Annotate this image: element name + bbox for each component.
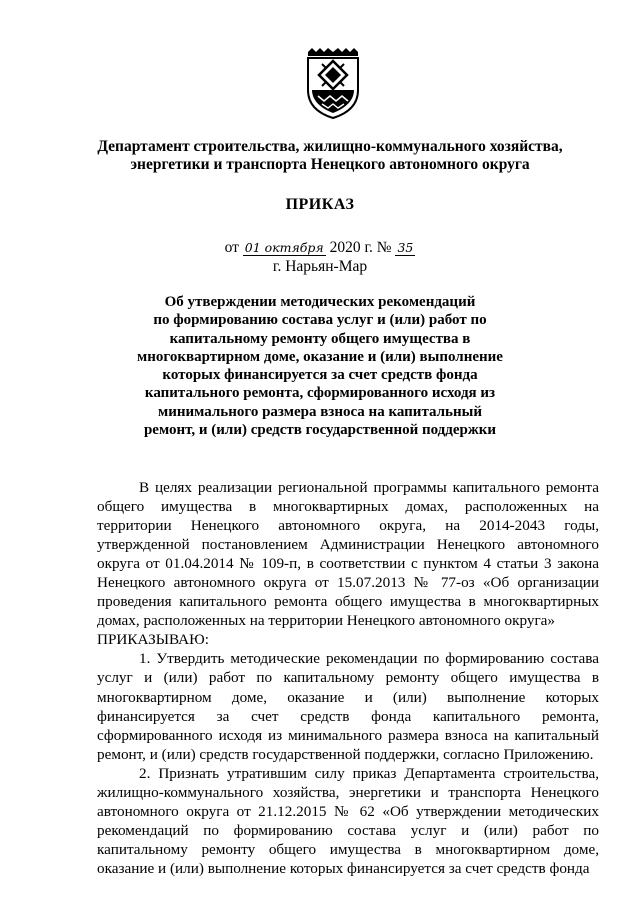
subject-line: минимального размера взноса на капитальный — [158, 403, 482, 420]
preamble-paragraph: В целях реализации региональной программы капитального ремонта общего имущества в многоквартирных домах, расположенных на территории Ненецкого автономного округа, на 2014-2043 годы, утвержденной постановлением Администрации Ненецкого автономного округа от 01.04.2014 № 109-п, в соответствии с пунктом 4 статьи 3 закона Ненецкого автономного округа от 15.07.2013 № 77-оз «Об организации проведения капитального ремонта общего имущества в многоквартирных домах, расположенных на территории Ненецкого автономного округа» — [97, 479, 599, 630]
department-line-2: энергетики и транспорта Ненецкого автономного округа — [130, 156, 530, 173]
subject-line: которых финансируется за счет средств фонда — [162, 367, 478, 384]
department-line-1: Департамент строительства, жилищно-коммунального хозяйства, — [97, 138, 563, 155]
date-year: 2020 г. № — [329, 239, 392, 256]
handwritten-date: 01 октября — [244, 240, 324, 255]
subject-line: ремонт, и (или) средств государственной поддержки — [143, 422, 497, 439]
order-date-line — [0, 239, 640, 257]
subject-line: по формированию состава услуг и (или) работ по — [153, 312, 487, 329]
subject-line: капитальному ремонту общего имущества в — [169, 330, 471, 347]
subject-line: многоквартирном доме, оказание и (или) выполнение — [137, 348, 503, 365]
order-body — [97, 478, 599, 878]
subject-line: капитального ремонта, сформированного исходя из — [144, 385, 496, 402]
order-title: ПРИКАЗ — [285, 196, 355, 213]
handwritten-number: 35 — [397, 240, 414, 255]
order-subject — [120, 293, 520, 439]
date-prefix: от — [224, 239, 239, 256]
coat-of-arms-emblem — [302, 46, 364, 120]
department-header — [60, 138, 600, 174]
item-1-paragraph: 1. Утвердить методические рекомендации по формированию состава услуг и (или) работ по капитальному ремонту общего имущества в многоквартирном доме, оказание и (или) выполнение которых финансируется за счет средств фонда капитального ремонта, сформированного исходя из минимального размера взноса на капитальный ремонт, и (или) средств государственной поддержки, согласно Приложению. — [97, 650, 599, 763]
subject-line: Об утверждении методических рекомендаций — [164, 294, 476, 310]
item-2-paragraph: 2. Признать утратившим силу приказ Департамента строительства, жилищно-коммунального хозяйства, энергетики и транспорта Ненецкого автономного округа от 21.12.2015 № 62 «Об утверждении методических рекомендаций по формированию состава услуг и (или) работ по капитальному ремонту общего имущества в многоквартирном доме, оказание и (или) выполнение которых финансируется за счет средств фонда — [97, 764, 599, 877]
city-line: г. Нарьян-Мар — [272, 258, 368, 275]
command-word: ПРИКАЗЫВАЮ: — [97, 631, 209, 649]
